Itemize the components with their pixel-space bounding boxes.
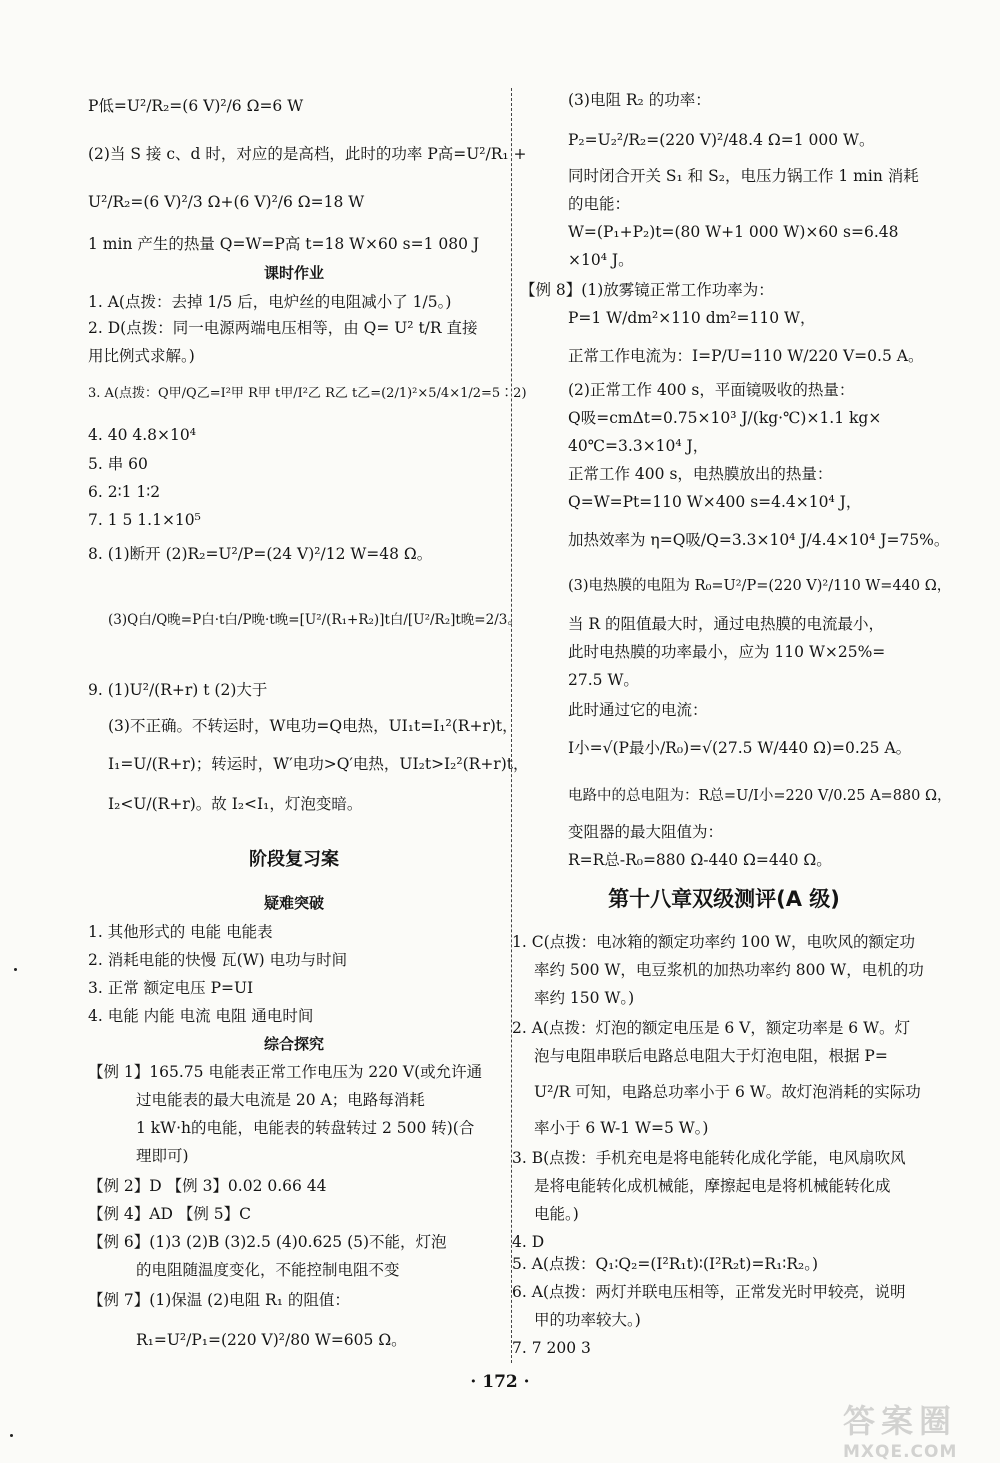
text-line: P=1 W/dm²×110 dm²=110 W， [568,309,816,327]
text-line: 3. B(点拨：手机充电是将电能转化成化学能，电风扇吹风 [512,1149,906,1167]
text-line: 此时通过它的电流： [568,701,708,719]
text-line: 4. 电能 内能 电流 电阻 通电时间 [88,1007,314,1025]
section-heading: 综合探究 [263,1035,324,1053]
text-line: 此时电热膜的功率最小，应为 110 W×25%= [568,643,886,661]
scan-speck [10,1434,13,1437]
text-line: 泡与电阻串联后电路总电阻大于灯泡电阻，根据 P= [534,1047,888,1065]
text-line: 9. (1)U²/(R+r) t (2)大于 [88,681,268,699]
text-line: I小=√(P最小/R₀)=√(27.5 W/440 Ω)=0.25 A。 [568,739,912,757]
column-divider [511,88,512,1363]
text-line: (2)正常工作 400 s，平面镜吸收的热量： [568,381,855,399]
text-line: P低=U²/R₂=(6 V)²/6 Ω=6 W [88,97,304,115]
text-line: 2. A(点拨：灯泡的额定电压是 6 V，额定功率是 6 W。灯 [512,1019,911,1037]
text-line: 1 kW·h的电能，电能表的转盘转过 2 500 转)(合 [136,1119,475,1137]
text-line: 6. A(点拨：两灯并联电压相等，正常发光时甲较亮，说明 [512,1283,906,1301]
text-line: 5. A(点拨：Q₁∶Q₂=(I²R₁t)∶(I²R₂t)=R₁∶R₂。) [512,1255,819,1273]
text-line: 正常工作 400 s，电热膜放出的热量： [568,465,833,483]
section-heading: 阶段复习案 [249,849,339,870]
text-line: 当 R 的阻值最大时，通过电热膜的电流最小， [568,615,885,633]
text-line: 2. D(点拨：同一电源两端电压相等，由 Q= U² t/R 直接 [88,319,478,337]
section-heading: 第十八章双级测评(A 级) [608,887,840,911]
text-line: 3. 正常 额定电压 P=UI [88,979,254,997]
text-line: 过电能表的最大电流是 20 A；电路每消耗 [136,1091,425,1109]
text-line: 1 min 产生的热量 Q=W=P高 t=18 W×60 s=1 080 J [88,235,480,253]
text-line: 3. A(点拨：Q甲/Q乙=I²甲 R甲 t甲/I²乙 R乙 t乙=(2/1)²×5/4×1/2=5∶2) [88,386,527,401]
text-line: 是将电能转化成机械能，摩擦起电是将机械能转化成 [534,1177,891,1195]
text-line: ×10⁴ J。 [568,251,634,269]
text-line: I₁=U/(R+r)；转运时，W′电功>Q′电热，UI₂t>I₂²(R+r)t， [108,755,529,773]
text-line: 7. 7 200 3 [512,1339,591,1357]
text-line: 的电能： [568,195,631,213]
text-line: R₁=U²/P₁=(220 V)²/80 W=605 Ω。 [136,1331,407,1349]
text-line: 40℃=3.3×10⁴ J， [568,437,709,455]
watermark-logo [843,1396,993,1462]
text-line: 27.5 W。 [568,671,639,689]
text-line: 4. 40 4.8×10⁴ [88,426,196,444]
scan-speck [14,968,17,971]
text-line: I₂<U/(R+r)。故 I₂<I₁，灯泡变暗。 [108,795,363,813]
text-line: P₂=U₂²/R₂=(220 V)²/48.4 Ω=1 000 W。 [568,131,875,149]
text-line: Q=W=Pt=110 W×400 s=4.4×10⁴ J， [568,493,862,511]
text-line: 【例 6】(1)3 (2)B (3)2.5 (4)0.625 (5)不能，灯泡 [88,1233,447,1251]
text-line: 率约 150 W。) [534,989,635,1007]
text-line: 率小于 6 W-1 W=5 W。) [534,1119,709,1137]
text-line: 理即可) [136,1147,189,1165]
text-line: 率约 500 W，电豆浆机的加热功率约 800 W，电机的功 [534,961,924,979]
text-line: 8. (1)断开 (2)R₂=U²/P=(24 V)²/12 W=48 Ω。 [88,545,433,563]
page-number: · 172 · [470,1372,530,1392]
text-line: 正常工作电流为：I=P/U=110 W/220 V=0.5 A。 [568,347,924,365]
text-line: 加热效率为 η=Q吸/Q=3.3×10⁴ J/4.4×10⁴ J=75%。 [568,531,950,549]
text-line: 【例 4】AD 【例 5】C [88,1205,251,1223]
text-line: W=(P₁+P₂)t=(80 W+1 000 W)×60 s=6.48 [568,223,899,241]
text-line: 6. 2∶1 1∶2 [88,483,161,501]
text-line: 的电阻随温度变化，不能控制电阻不变 [136,1261,400,1279]
text-line: 电路中的总电阻为：R总=U/I小=220 V/0.25 A=880 Ω， [568,788,952,804]
text-line: 【例 7】(1)保温 (2)电阻 R₁ 的阻值： [88,1291,350,1309]
text-line: Q吸=cmΔt=0.75×10³ J/(kg·℃)×1.1 kg× [568,409,882,427]
text-line: (3)Q白/Q晚=P白·t白/P晚·t晚=[U²/(R₁+R₂)]t白/[U²/R₂]t晚=2/3。 [108,612,521,628]
section-heading: 疑难突破 [263,894,324,912]
text-line: U²/R₂=(6 V)²/3 Ω+(6 V)²/6 Ω=18 W [88,193,365,211]
text-line: 同时闭合开关 S₁ 和 S₂，电压力锅工作 1 min 消耗 [568,167,919,185]
text-line: 4. D [512,1233,545,1251]
text-line: U²/R 可知，电路总功率小于 6 W。故灯泡消耗的实际功 [534,1083,921,1101]
text-line: 变阻器的最大阻值为： [568,823,724,841]
text-line: (3)电阻 R₂ 的功率： [568,91,711,109]
text-line: 【例 8】(1)放雾镜正常工作功率为： [520,281,774,299]
text-line: 用比例式求解。) [88,347,195,365]
text-line: 1. C(点拨：电冰箱的额定功率约 100 W，电吹风的额定功 [512,933,915,951]
text-line: (2)当 S 接 c、d 时，对应的是高档，此时的功率 P高=U²/R₁ + [88,145,527,163]
text-line: 电能。) [534,1205,579,1223]
text-line: 1. 其他形式的 电能 电能表 [88,923,273,941]
text-line: 【例 2】D 【例 3】0.02 0.66 44 [88,1177,327,1195]
section-heading: 课时作业 [263,264,324,282]
text-line: 5. 串 60 [88,455,148,473]
text-line: 7. 1 5 1.1×10⁵ [88,511,201,529]
text-line: (3)不正确。不转运时，W电功=Q电热，UI₁t=I₁²(R+r)t， [108,717,518,735]
text-line: 2. 消耗电能的快慢 瓦(W) 电功与时间 [88,951,348,969]
text-line: R=R总-R₀=880 Ω-440 Ω=440 Ω。 [568,851,832,869]
text-line: (3)电热膜的电阻为 R₀=U²/P=(220 V)²/110 W=440 Ω， [568,578,952,594]
text-line: 【例 1】165.75 电能表正常工作电压为 220 V(或允许通 [88,1063,483,1081]
text-line: 甲的功率较大。) [534,1311,641,1329]
text-line: 1. A(点拨：去掉 1/5 后，电炉丝的电阻减小了 1/5。) [88,293,452,311]
watermark-text: 答案圈 [843,1402,958,1440]
watermark-url: MXQE.COM [843,1442,958,1462]
